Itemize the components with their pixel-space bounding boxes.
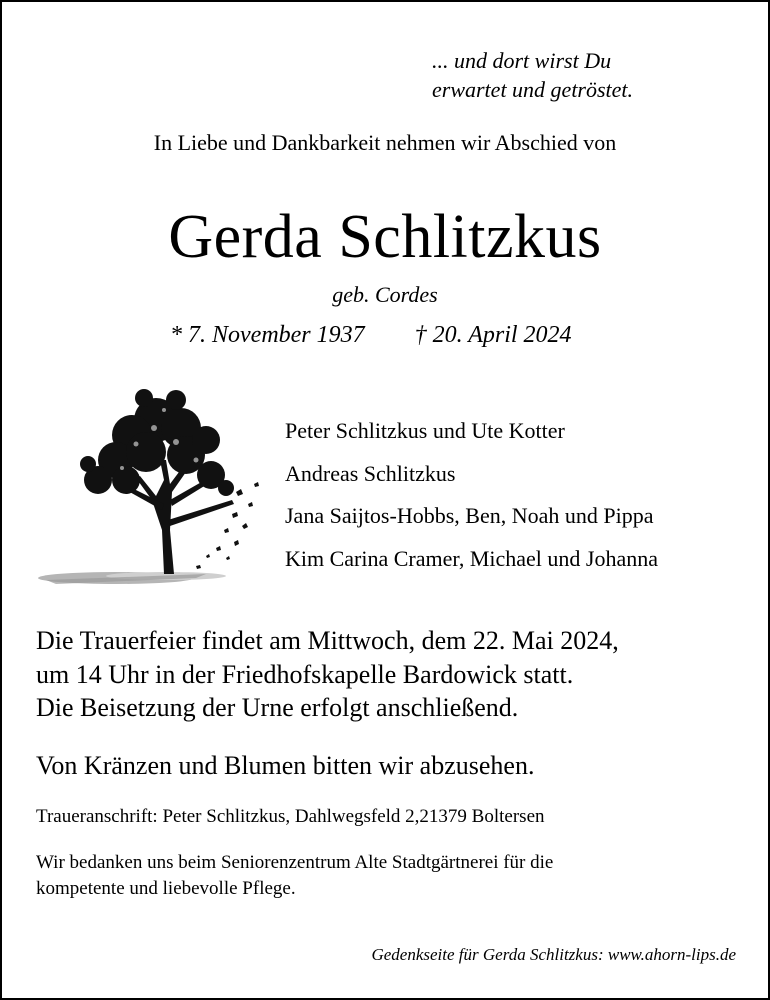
- mourner-entry: Andreas Schlitzkus: [285, 460, 456, 486]
- maiden-name: geb. Cordes: [332, 282, 438, 307]
- mourner-entry: Jana Saijtos-Hobbs, Ben, Noah und Pippa: [285, 503, 654, 528]
- mourners-list: [285, 410, 658, 580]
- funeral-line-3: Die Beisetzung der Urne erfolgt anschließend.: [36, 693, 519, 722]
- birth-date: * 7. November 1937: [170, 322, 365, 348]
- mourner-entry: Peter Schlitzkus und Ute Kotter: [285, 418, 565, 443]
- funeral-line-2: um 14 Uhr in der Friedhofskapelle Bardowick statt.: [36, 659, 574, 689]
- funeral-info: [36, 624, 619, 725]
- life-dates: [170, 322, 572, 349]
- thanks-note: [36, 850, 553, 902]
- mourning-address: Traueranschrift: Peter Schlitzkus, Dahlwegsfeld 2,21379 Boltersen: [36, 806, 545, 827]
- memorial-page-link[interactable]: Gedenkseite für Gerda Schlitzkus: www.ahorn-lips.de: [371, 945, 736, 964]
- mourner-entry: Kim Carina Cramer, Michael und Johanna: [285, 545, 659, 571]
- thanks-line-1: Wir bedanken uns beim Seniorenzentrum Alte Stadtgärtnerei für die: [36, 852, 554, 873]
- intro-text: In Liebe und Dankbarkeit nehmen wir Abschied von: [153, 130, 617, 155]
- flowers-note: Von Kränzen und Blumen bitten wir abzusehen.: [36, 751, 535, 780]
- funeral-line-1: Die Trauerfeier findet am Mittwoch, dem 22. Mai 2024,: [36, 626, 619, 655]
- quote: [432, 46, 633, 104]
- quote-line-1: ... und dort wirst Du: [432, 48, 612, 73]
- quote-line-2: erwartet und getröstet.: [432, 77, 634, 102]
- deceased-name: Gerda Schlitzkus: [168, 203, 602, 271]
- thanks-line-2: kompetente und liebevolle Pflege.: [36, 878, 296, 899]
- death-date: † 20. April 2024: [414, 322, 572, 348]
- tree-icon: [36, 380, 268, 592]
